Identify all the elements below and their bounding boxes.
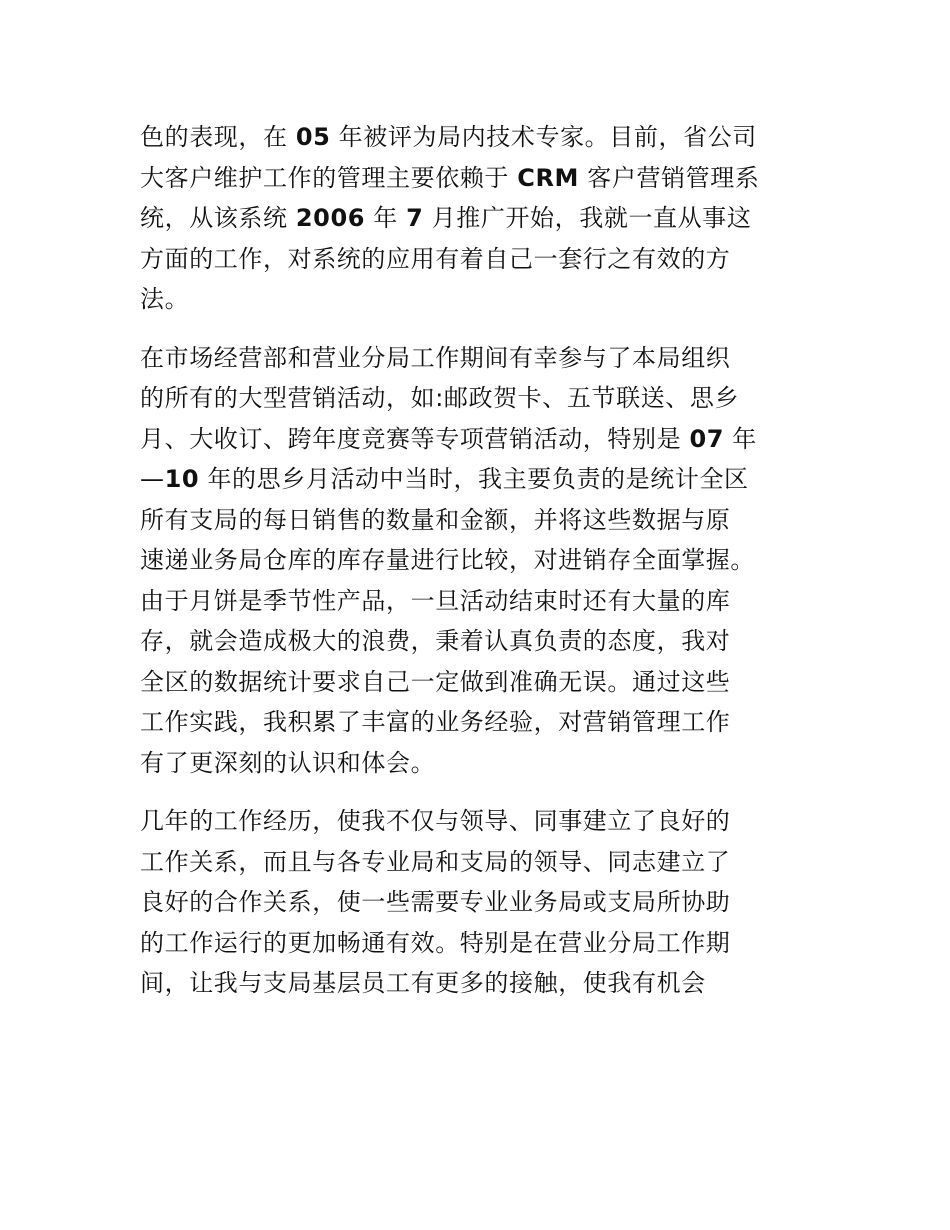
text-run: 在市场经营部和营业分局工作期间有幸参与了本局组织 (140, 343, 731, 372)
bold-text-run: CRM (517, 163, 580, 192)
bold-text-run: 2006 (295, 204, 366, 232)
text-run: 间，让我与支局基层员工有更多的接触，使我有机会 (140, 969, 706, 997)
text-line (140, 743, 820, 784)
text-run: 的工作运行的更加畅通有效。特别是在营业分局工作期 (140, 928, 731, 957)
text-line (140, 662, 820, 703)
text-run: 有了更深刻的认识和体会。 (140, 748, 436, 777)
text-run: 大客户维护工作的管理主要依赖于 (140, 163, 518, 192)
paragraph (140, 338, 820, 784)
text-run: 年 (365, 204, 407, 232)
text-run: 几年的工作经历，使我不仅与领导、同事建立了良好的 (140, 807, 731, 835)
text-run: 年的思乡月活动中当时，我主要负责的是统计全区 (199, 465, 749, 493)
text-line (140, 882, 820, 923)
text-run: 工作实践，我积累了丰富的业务经验，对营销管理工作 (140, 708, 731, 736)
text-line (140, 198, 820, 239)
text-line (140, 338, 820, 379)
text-line (140, 842, 820, 883)
text-line (140, 801, 820, 842)
text-run: 月推广开始，我就一直从事这 (423, 204, 752, 232)
bold-text-run: 05 (295, 123, 331, 151)
text-line (140, 378, 820, 419)
text-run: 所有支局的每日销售的数量和金额，并将这些数据与原 (140, 505, 731, 534)
paragraph (140, 801, 820, 1004)
text-run: — (140, 465, 165, 493)
text-run: 法。 (140, 285, 190, 313)
bold-text-run: 07 (689, 424, 725, 453)
text-run: 方面的工作，对系统的应用有着自己一套行之有效的方 (140, 244, 731, 273)
bold-text-run: 10 (164, 465, 200, 493)
text-run: 全区的数据统计要求自己一定做到准确无误。通过这些 (140, 667, 731, 696)
text-run: 客户营销管理系 (579, 163, 760, 192)
text-line (140, 500, 820, 541)
text-run: 统，从该系统 (140, 204, 296, 232)
text-run: 工作关系，而且与各专业局和支局的领导、同志建立了 (140, 847, 731, 876)
text-line (140, 923, 820, 964)
text-run: 月、大收订、跨年度竞赛等专项营销活动，特别是 (140, 424, 690, 453)
text-run: 由于月饼是季节性产品，一旦活动结束时还有大量的库 (140, 586, 731, 615)
text-line (140, 239, 820, 280)
text-line (140, 419, 820, 460)
text-run: 的所有的大型营销活动，如:邮政贺卡、五节联送、思乡 (140, 384, 740, 412)
text-run: 存，就会造成极大的浪费，秉着认真负责的态度，我对 (140, 627, 731, 655)
text-line (140, 158, 820, 199)
text-line (140, 279, 820, 320)
text-line (140, 963, 820, 1004)
text-run: 色的表现，在 (140, 123, 296, 151)
text-run: 速递业务局仓库的库存量进行比较，对进销存全面掌握。 (140, 546, 755, 574)
text-run: 良好的合作关系，使一些需要专业业务局或支局所协助 (140, 888, 731, 916)
text-line (140, 621, 820, 662)
text-line (140, 117, 820, 158)
bold-text-run: 7 (406, 204, 424, 232)
text-line (140, 540, 820, 581)
document-body (140, 117, 820, 1022)
text-line (140, 459, 820, 500)
text-run: 年 (724, 424, 757, 453)
paragraph (140, 117, 820, 320)
text-line (140, 702, 820, 743)
text-line (140, 581, 820, 622)
text-run: 年被评为局内技术专家。目前，省公司 (330, 123, 757, 151)
